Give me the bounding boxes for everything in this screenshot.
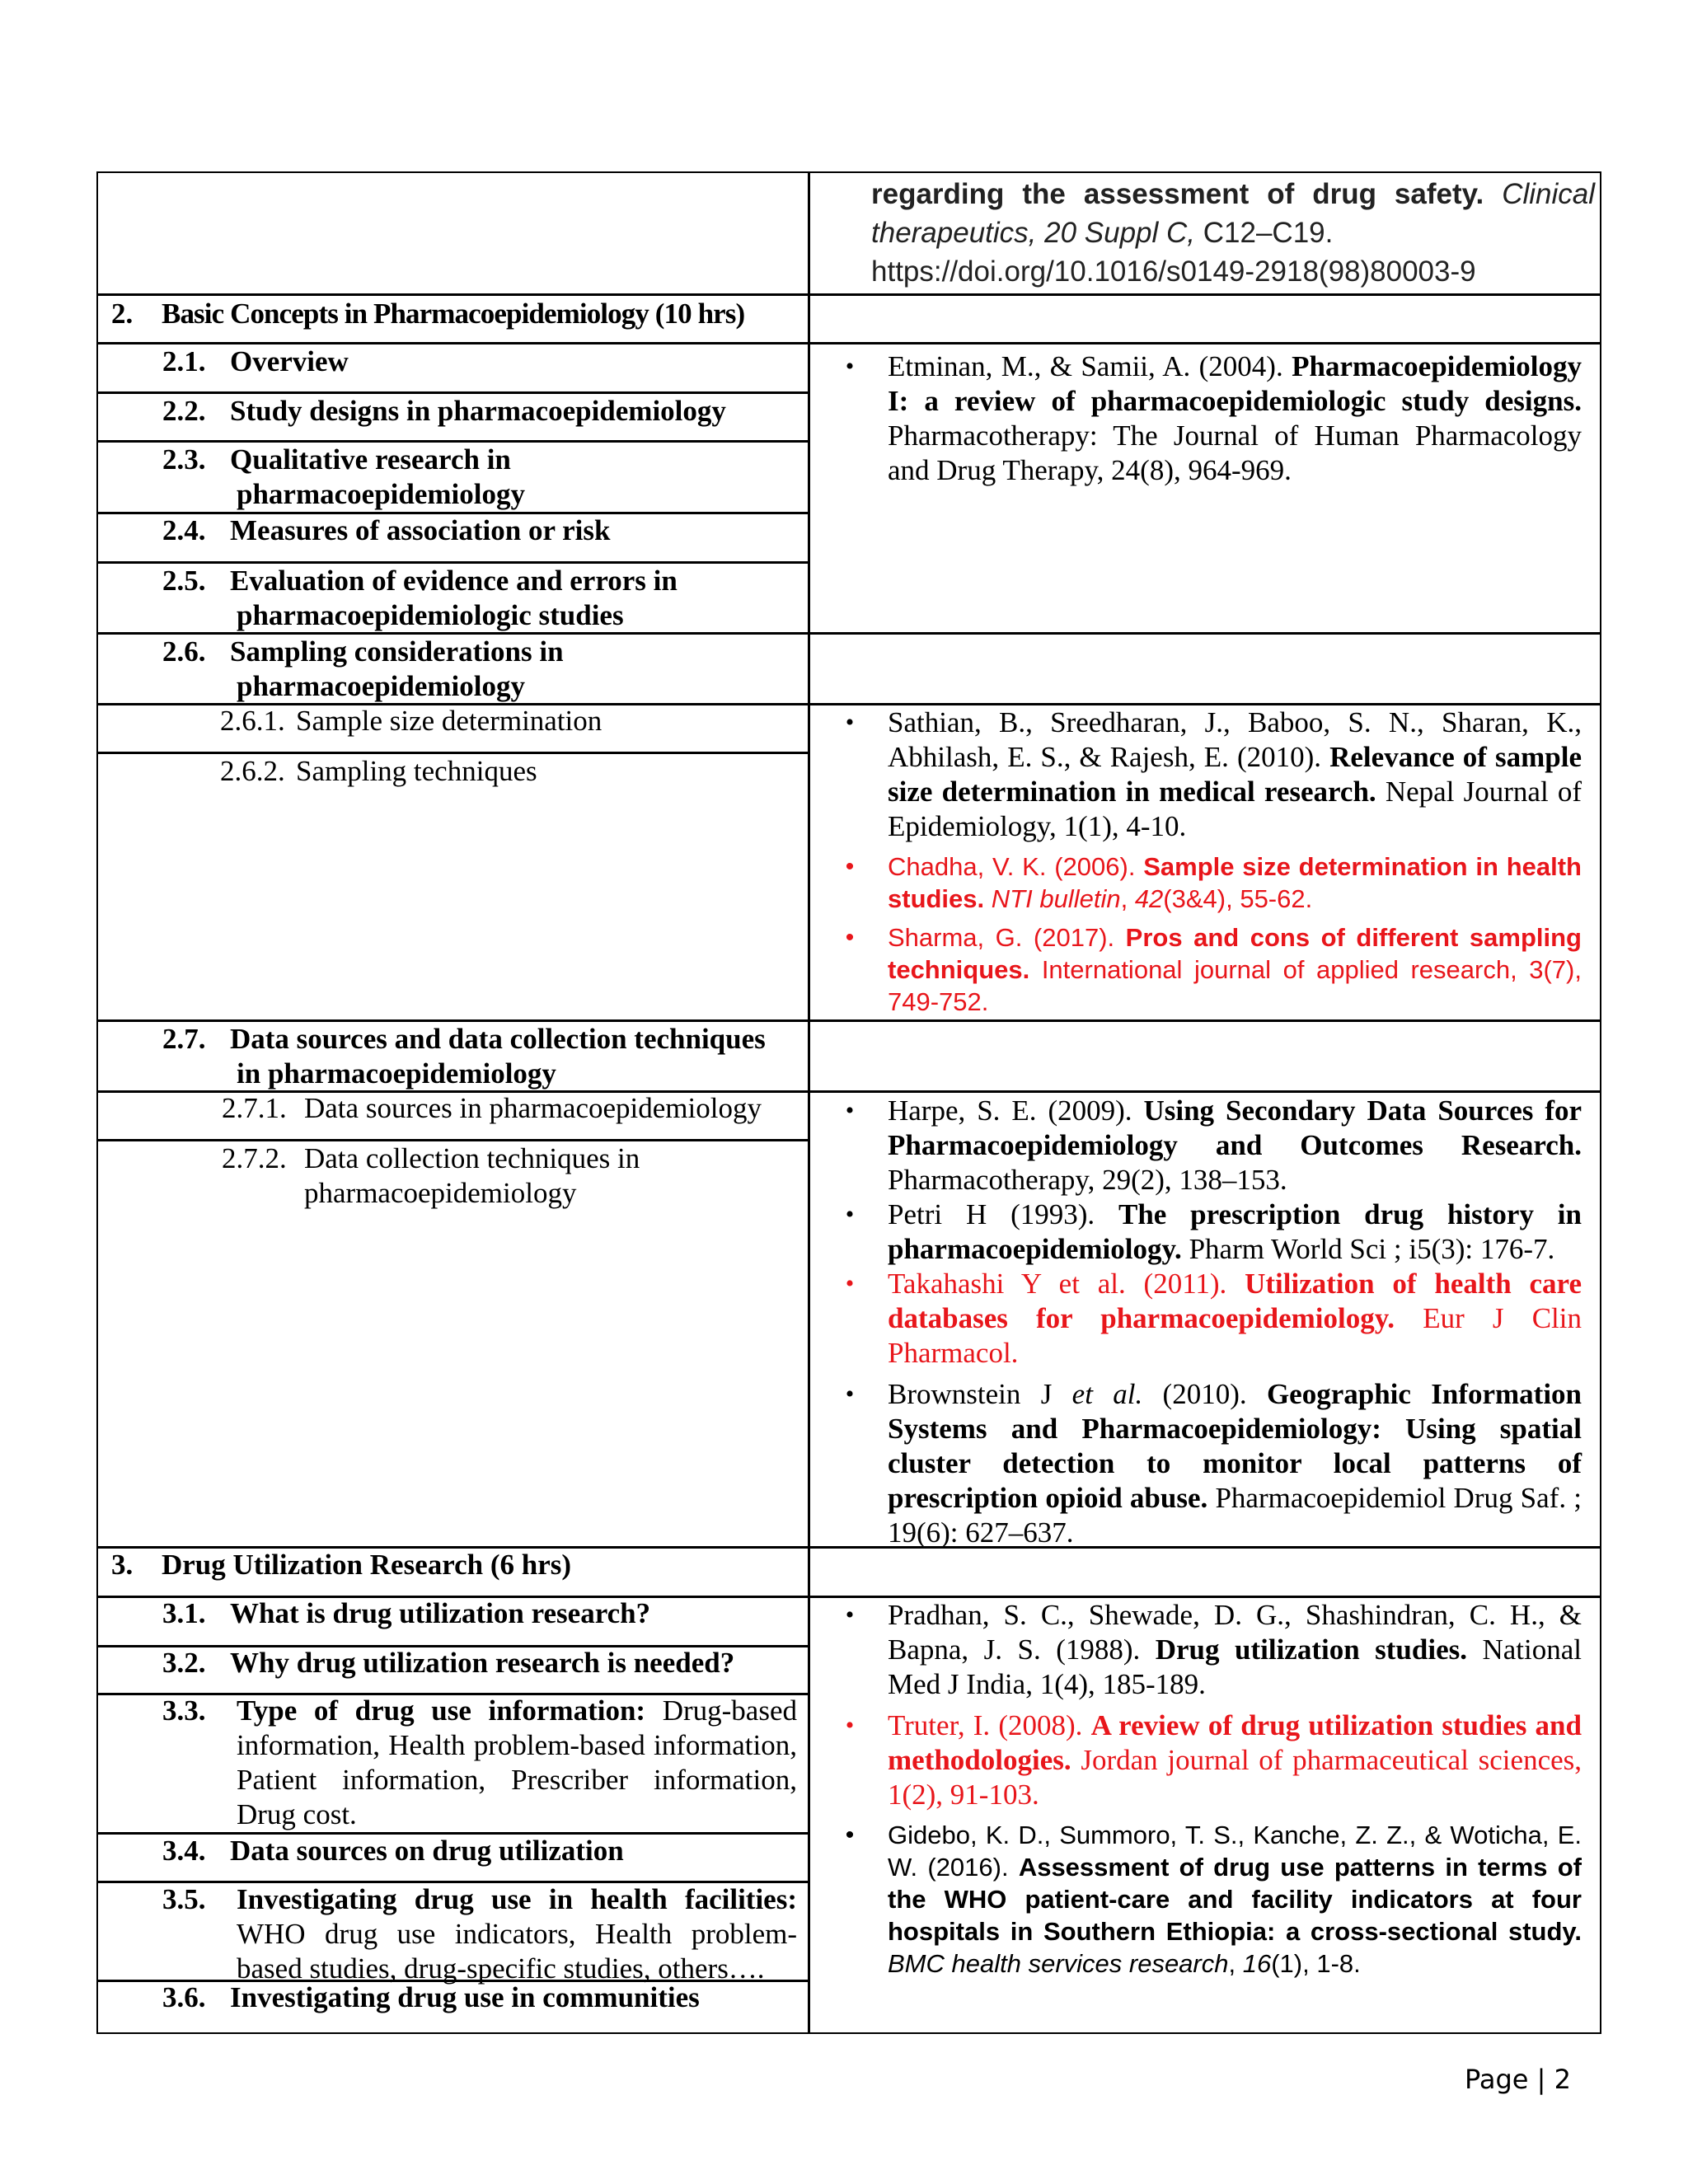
topic-3-5: 3.5. Investigating drug use in health facilities: WHO drug use indicators, Health problem-based studies, drug-specific studies, others…. [162,1883,797,1985]
topic-2-7-1: 2.7.1. Data sources in pharmacoepidemiology [222,1092,762,1124]
topic-2-7: 2.7. Data sources and data collection techniques in pharmacoepidemiology [162,1023,766,1090]
reference-pradhan: • Pradhan, S. C., Shewade, D. G., Shashindran, C. H., & Bapna, J. S. (1988). Drug utilization studies. National Med J India, 1(4), 185-189. [833,1598,1582,1702]
bullet-icon: • [845,1601,855,1629]
bullet-icon: • [845,1270,855,1297]
reference-list-2-7 [833,1094,1582,1550]
section-2-heading: 2. Basic Concepts in Pharmacoepidemiology (10 hrs) [111,298,745,330]
bullet-icon: • [845,924,855,951]
top-reference-doi[interactable]: https://doi.org/10.1016/s0149-2918(98)80003-9 [871,255,1476,288]
topic-2-6: 2.6. Sampling considerations in pharmacoepidemiology [162,635,564,702]
topic-3-2: 3.2. Why drug utilization research is needed? [162,1647,735,1679]
topic-2-7-2: 2.7.2. Data collection techniques in pharmacoepidemiology [222,1142,640,1209]
topic-2-4: 2.4. Measures of association or risk [162,514,611,546]
reference-chadha: • Chadha, V. K. (2006). Sample size determination in health studies. NTI bulletin, 42(3&4), 55-62. [833,851,1582,915]
bullet-icon: • [845,1201,855,1228]
topic-2-6-1: 2.6.1. Sample size determination [220,705,603,737]
reference-takahashi: • Takahashi Y et al. (2011). Utilization of health care databases for pharmacoepidemiology. Eur J Clin Pharmacol. [833,1267,1582,1371]
top-reference-title: regarding the assessment of drug safety. [871,178,1484,210]
topic-3-1: 3.1. What is drug utilization research? [162,1597,651,1629]
topic-2-1: 2.1. Overview [162,345,349,377]
top-reference-pages: C12–C19. [1203,217,1334,249]
bullet-icon: • [845,353,855,380]
page-number: Page | 2 [1465,2064,1571,2095]
reference-truter: • Truter, I. (2008). A review of drug utilization studies and methodologies. Jordan journal of pharmaceutical sciences, 1(2), 91-103. [833,1708,1582,1812]
reference-gidebo: • Gidebo, K. D., Summoro, T. S., Kanche, Z. Z., & Woticha, E. W. (2016). Assessment of drug use patterns in terms of the WHO patient-care and facility indicators at four hospitals in Southern Ethiopia: a cross-sectional study. BMC health services research, 16(1), 1-8. [833,1819,1582,1980]
reference-petri: • Petri H (1993). The prescription drug history in pharmacoepidemiology. Pharm World Sci ; i5(3): 176-7. [833,1197,1582,1267]
top-reference-journal: Clinical therapeutics, 20 Suppl C, [871,178,1595,249]
section-3-heading: 3. Drug Utilization Research (6 hrs) [111,1549,572,1581]
reference-sathian: • Sathian, B., Sreedharan, J., Baboo, S. N., Sharan, K., Abhilash, E. S., & Rajesh, E. (2010). Relevance of sample size determination in medical research. Nepal Journal of Epidemiology, 1(1), 4-10. [833,705,1582,844]
bullet-icon: • [845,1097,855,1124]
row-divider [98,293,1600,296]
reference-brownstein: • Brownstein J et al. (2010). Geographic Information Systems and Pharmacoepidemiology: Using spatial cluster detection to monitor local patterns of prescription opioid abuse. Pharmacoepidemiol Drug Saf. ; 19(6): 627–637. [833,1377,1582,1550]
reference-list-2 [833,349,1582,488]
topic-3-4: 3.4. Data sources on drug utilization [162,1835,624,1867]
syllabus-table [96,171,1601,2034]
reference-list-2-6 [833,705,1582,1018]
reference-list-3 [833,1598,1582,1980]
bullet-icon: • [845,1380,855,1408]
topic-2-3: 2.3. Qualitative research in pharmacoepidemiology [162,443,525,510]
reference-etminan: • Etminan, M., & Samii, A. (2004). Pharmacoepidemiology I: a review of pharmacoepidemiologic study designs. Pharmacotherapy: The Journal of Human Pharmacology and Drug Therapy, 24(8), 964-969. [833,349,1582,488]
bullet-icon: • [845,709,855,736]
bullet-icon: • [845,1712,855,1739]
bullet-icon: • [845,1821,855,1849]
reference-harpe: • Harpe, S. E. (2009). Using Secondary Data Sources for Pharmacoepidemiology and Outcomes Research. Pharmacotherapy, 29(2), 138–153. [833,1094,1582,1197]
topic-2-6-2: 2.6.2. Sampling techniques [220,755,537,787]
bullet-icon: • [845,853,855,880]
topic-2-5: 2.5. Evaluation of evidence and errors in pharmacoepidemiologic studies [162,565,678,631]
reference-sharma: • Sharma, G. (2017). Pros and cons of different sampling techniques. International journal of applied research, 3(7), 749-752. [833,921,1582,1018]
topic-2-2: 2.2. Study designs in pharmacoepidemiology [162,395,726,427]
topic-3-3: 3.3. Type of drug use information: Drug-based information, Health problem-based information, Patient information, Prescriber information, Drug cost. [162,1694,797,1830]
topic-3-6: 3.6. Investigating drug use in communities [162,1981,700,2013]
